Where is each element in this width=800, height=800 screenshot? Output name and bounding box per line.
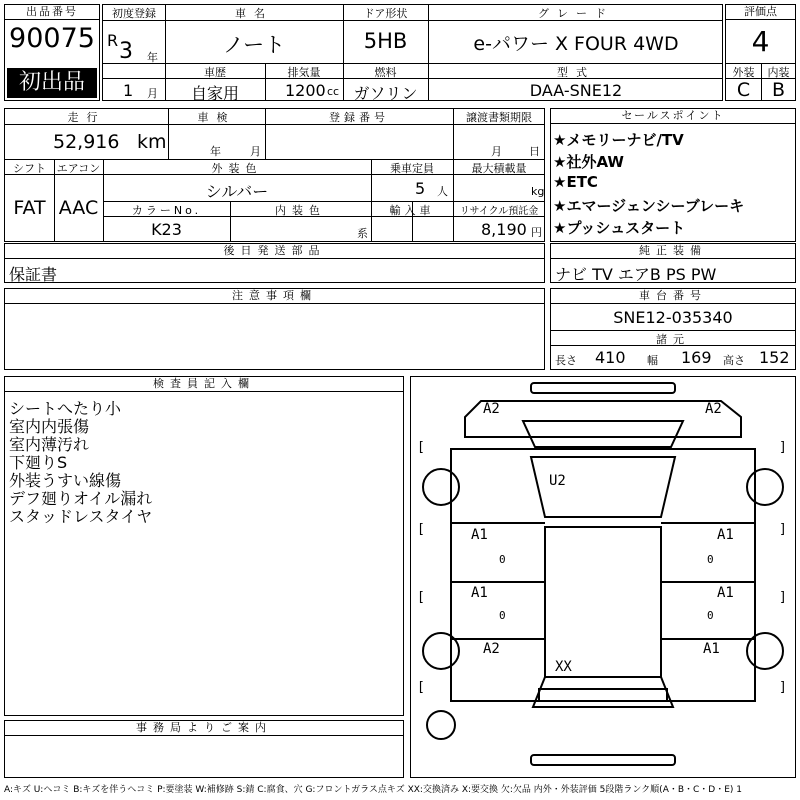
car-outline-icon	[411, 377, 795, 777]
notes-box	[4, 288, 545, 370]
chassis-label: 車台番号	[551, 289, 795, 304]
ext-grade: C	[736, 79, 751, 101]
dims-label: 諸元	[656, 333, 690, 346]
shift-label: シフト	[13, 162, 46, 175]
int-label: 内装	[767, 66, 790, 79]
inspect-month: 月	[250, 145, 261, 158]
damage-mark: A2	[483, 641, 500, 657]
month-unit: 月	[147, 87, 158, 100]
damage-mark: XX	[555, 659, 572, 675]
svg-text:[: [	[417, 590, 425, 605]
color-label: 外装色	[211, 162, 263, 175]
svg-text:[: [	[417, 680, 425, 695]
ac: AAC	[58, 197, 99, 219]
history: 自家用	[190, 84, 239, 103]
parts-value: 保証書	[9, 265, 58, 284]
sales-item: ★社外AW	[553, 153, 624, 171]
history-label: 車歴	[204, 66, 226, 79]
office-label: 事務局よりご案内	[5, 721, 403, 736]
svg-text:]: ]	[779, 680, 787, 695]
chassis-box	[550, 288, 796, 370]
damage-mark: A1	[471, 527, 488, 543]
door-label: ドア形状	[363, 7, 408, 20]
svg-text:[: [	[417, 440, 425, 455]
ext-label: 外装	[732, 66, 755, 79]
damage-mark: A1	[703, 641, 720, 657]
era: R	[107, 31, 119, 50]
sales-item: ★メモリーナビ/TV	[553, 131, 684, 149]
inspector-box	[4, 376, 404, 716]
capacity-label: 乗車定員	[390, 162, 434, 175]
height: 152	[759, 348, 790, 367]
recycle-unit: 円	[531, 226, 542, 239]
svg-text:]: ]	[779, 590, 787, 605]
color-no: K23	[151, 220, 182, 239]
load-label: 最大積載量	[471, 162, 527, 175]
legend: A:キズ U:ヘコミ B:キズを伴うヘコミ P:要塗装 W:補修跡 S:錆 C:腐食、穴 G:フロントガラス点キズ XX:交換済み X:要交換 欠:欠品 内外・外装評価 5段階ランク順(A・B・C・D・E) 1	[4, 785, 743, 795]
inspect-label: 車検	[197, 111, 236, 124]
spec-box	[4, 108, 545, 242]
hgt-label: 高さ	[723, 354, 745, 367]
reg-year: 3	[119, 39, 133, 64]
name-label: 車名	[235, 7, 273, 20]
recycle-label: リサイクル預託金	[459, 206, 539, 217]
first-listing-badge: 初出品	[7, 68, 97, 98]
damage-mark: A1	[717, 527, 734, 543]
notes-label: 注意事項欄	[5, 289, 544, 304]
zero-mark: 0	[499, 609, 506, 622]
mileage: 52,916	[53, 131, 120, 153]
width: 169	[681, 348, 712, 367]
inspector-line: 室内薄汚れ	[9, 435, 90, 454]
sales-item: ★ETC	[553, 173, 598, 191]
capacity: 5	[415, 179, 426, 198]
disp-unit: cc	[327, 85, 340, 98]
reg-label: 初度登録	[112, 7, 156, 20]
lot-box	[4, 4, 100, 101]
inspector-label: 検査員記入欄	[5, 377, 403, 392]
score-label: 評価点	[726, 5, 795, 20]
inspector-line: シートへたり小	[9, 399, 122, 418]
score-box	[725, 4, 796, 101]
car-name: ノート	[222, 33, 286, 57]
import-label: 輸入車	[389, 204, 435, 217]
inspector-line: デフ廻りオイル漏れ	[9, 489, 153, 508]
inspector-line: 下廻りS	[9, 453, 68, 472]
len-label: 長さ	[555, 354, 577, 367]
sales-box	[550, 108, 796, 242]
damage-mark: U2	[549, 473, 566, 489]
parts-label: 後日発送部品	[5, 244, 544, 259]
svg-text:[: [	[417, 522, 425, 537]
body-diagram	[410, 376, 796, 778]
recycle-amount: 8,190	[481, 220, 527, 239]
sales-item: ★エマージェンシーブレーキ	[553, 197, 745, 215]
parts-box	[4, 243, 545, 283]
capacity-unit: 人	[437, 185, 448, 198]
mileage-label: 走行	[67, 111, 106, 124]
shift: FAT	[13, 197, 46, 219]
zero-mark: 0	[499, 553, 506, 566]
equip-value: ナビ TV エアB PS PW	[555, 265, 717, 284]
transfer-month: 月	[491, 145, 502, 158]
svg-text:]: ]	[779, 522, 787, 537]
grade: e-パワー X FOUR 4WD	[473, 33, 679, 55]
int-color-unit: 系	[357, 227, 368, 240]
header-box	[102, 4, 723, 101]
inspector-line: 外装うすい線傷	[9, 471, 122, 490]
sales-item: ★プッシュスタート	[553, 219, 686, 237]
chassis-number: SNE12-035340	[613, 308, 733, 327]
mileage-unit: km	[137, 131, 167, 153]
fuel: ガソリン	[353, 84, 418, 103]
color: シルバー	[205, 182, 269, 201]
plate-label: 登録番号	[329, 111, 389, 124]
int-grade: B	[771, 79, 786, 101]
zero-mark: 0	[707, 553, 714, 566]
damage-mark: A1	[717, 585, 734, 601]
zero-mark: 0	[707, 609, 714, 622]
equip-label: 純正装備	[551, 244, 795, 259]
displacement: 1200	[285, 81, 326, 100]
equip-box	[550, 243, 796, 283]
wid-label: 幅	[647, 354, 658, 367]
inspector-line: 室内内張傷	[9, 417, 90, 436]
disp-label: 排気量	[287, 66, 321, 79]
damage-mark: A1	[471, 585, 488, 601]
model-label: 型式	[557, 66, 595, 79]
lot-label: 出品番号	[5, 5, 99, 20]
year-unit: 年	[147, 51, 158, 64]
lot-number: 90075	[9, 23, 95, 54]
inspector-line: スタッドレスタイヤ	[9, 507, 153, 526]
transfer-day: 日	[529, 145, 540, 158]
load-unit: kg	[531, 185, 545, 198]
office-box	[4, 720, 404, 778]
length: 410	[595, 348, 626, 367]
transfer-label: 譲渡書類期限	[466, 111, 532, 124]
damage-mark: A2	[705, 401, 722, 417]
damage-mark: A2	[483, 401, 500, 417]
int-color-label: 内装色	[275, 204, 326, 217]
grade-label: グレード	[538, 7, 614, 20]
sales-label: セールスポイント	[551, 109, 795, 124]
svg-text:]: ]	[779, 440, 787, 455]
color-no-label: カラーNo.	[131, 204, 202, 217]
ac-label: エアコン	[56, 162, 101, 175]
door-type: 5HB	[363, 29, 408, 53]
inspect-year: 年	[210, 145, 221, 158]
score: 4	[751, 25, 770, 58]
reg-month: 1	[123, 81, 134, 100]
fuel-label: 燃料	[374, 66, 397, 79]
model: DAA-SNE12	[529, 81, 623, 100]
